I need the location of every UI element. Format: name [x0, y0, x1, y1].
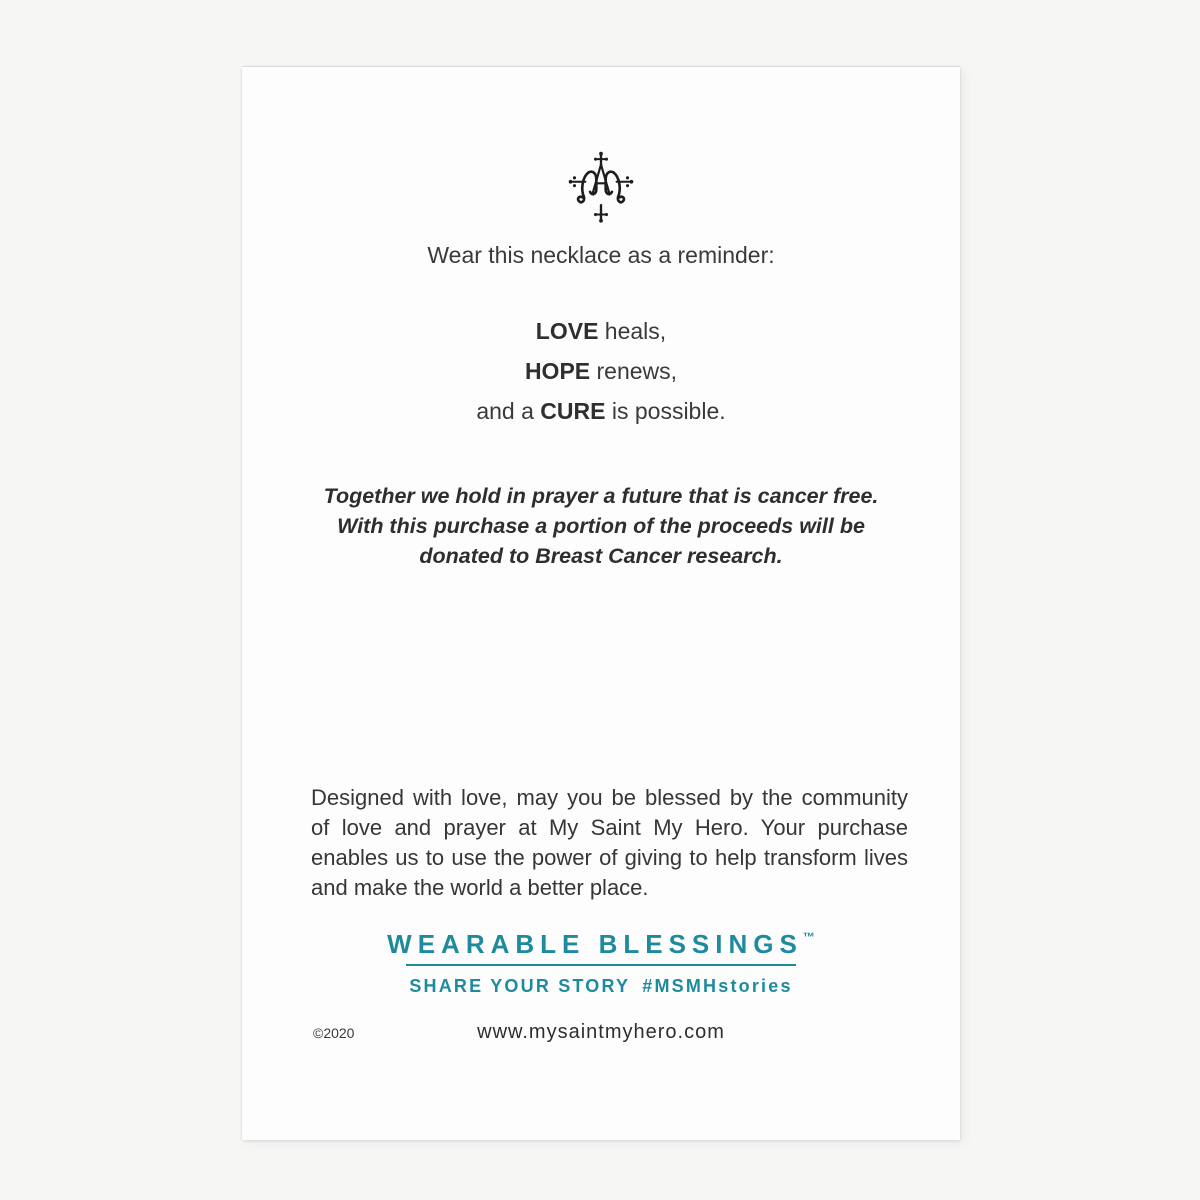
vow-block — [242, 311, 960, 431]
vow-line-love: LOVE heals, — [535, 318, 667, 344]
brand-tagline — [242, 975, 960, 997]
brand-name-row — [242, 929, 960, 959]
share-your-story-label: SHARE YOUR STORY — [409, 976, 631, 996]
mission-line: enables us to use the power of giving to help transform lives — [311, 845, 908, 870]
card-footer — [242, 1019, 960, 1045]
prayer-line: With this purchase a portion of the proceeds will be — [337, 514, 865, 538]
brand-underline — [406, 964, 796, 966]
vow-line-cure: and a CURE is possible. — [476, 398, 726, 424]
vow-line-hope: HOPE renews, — [524, 358, 678, 384]
prayer-line: Together we hold in prayer a future that is cancer free. — [323, 484, 879, 508]
reminder-heading: Wear this necklace as a reminder: — [427, 242, 775, 268]
blessing-card — [242, 67, 960, 1140]
auspice-maria-monogram-icon — [562, 149, 640, 227]
website-url: www.mysaintmyhero.com — [477, 1021, 725, 1043]
monogram-letter-a — [601, 180, 602, 181]
brand-name: WEARABLE BLESSINGS — [387, 929, 803, 959]
prayer-statement — [242, 481, 960, 571]
copyright-label: ©2020 — [313, 1025, 355, 1041]
mission-line: and make the world a better place. — [311, 875, 649, 900]
hashtag-label: #MSMHstories — [642, 976, 793, 996]
brand-block — [242, 929, 960, 997]
trademark-symbol: ™ — [802, 930, 815, 944]
mission-paragraph — [311, 783, 908, 903]
mission-line: Designed with love, may you be blessed by the community — [311, 785, 908, 810]
mission-line: of love and prayer at My Saint My Hero. Your purchase — [311, 815, 908, 840]
prayer-line: donated to Breast Cancer research. — [419, 544, 783, 568]
